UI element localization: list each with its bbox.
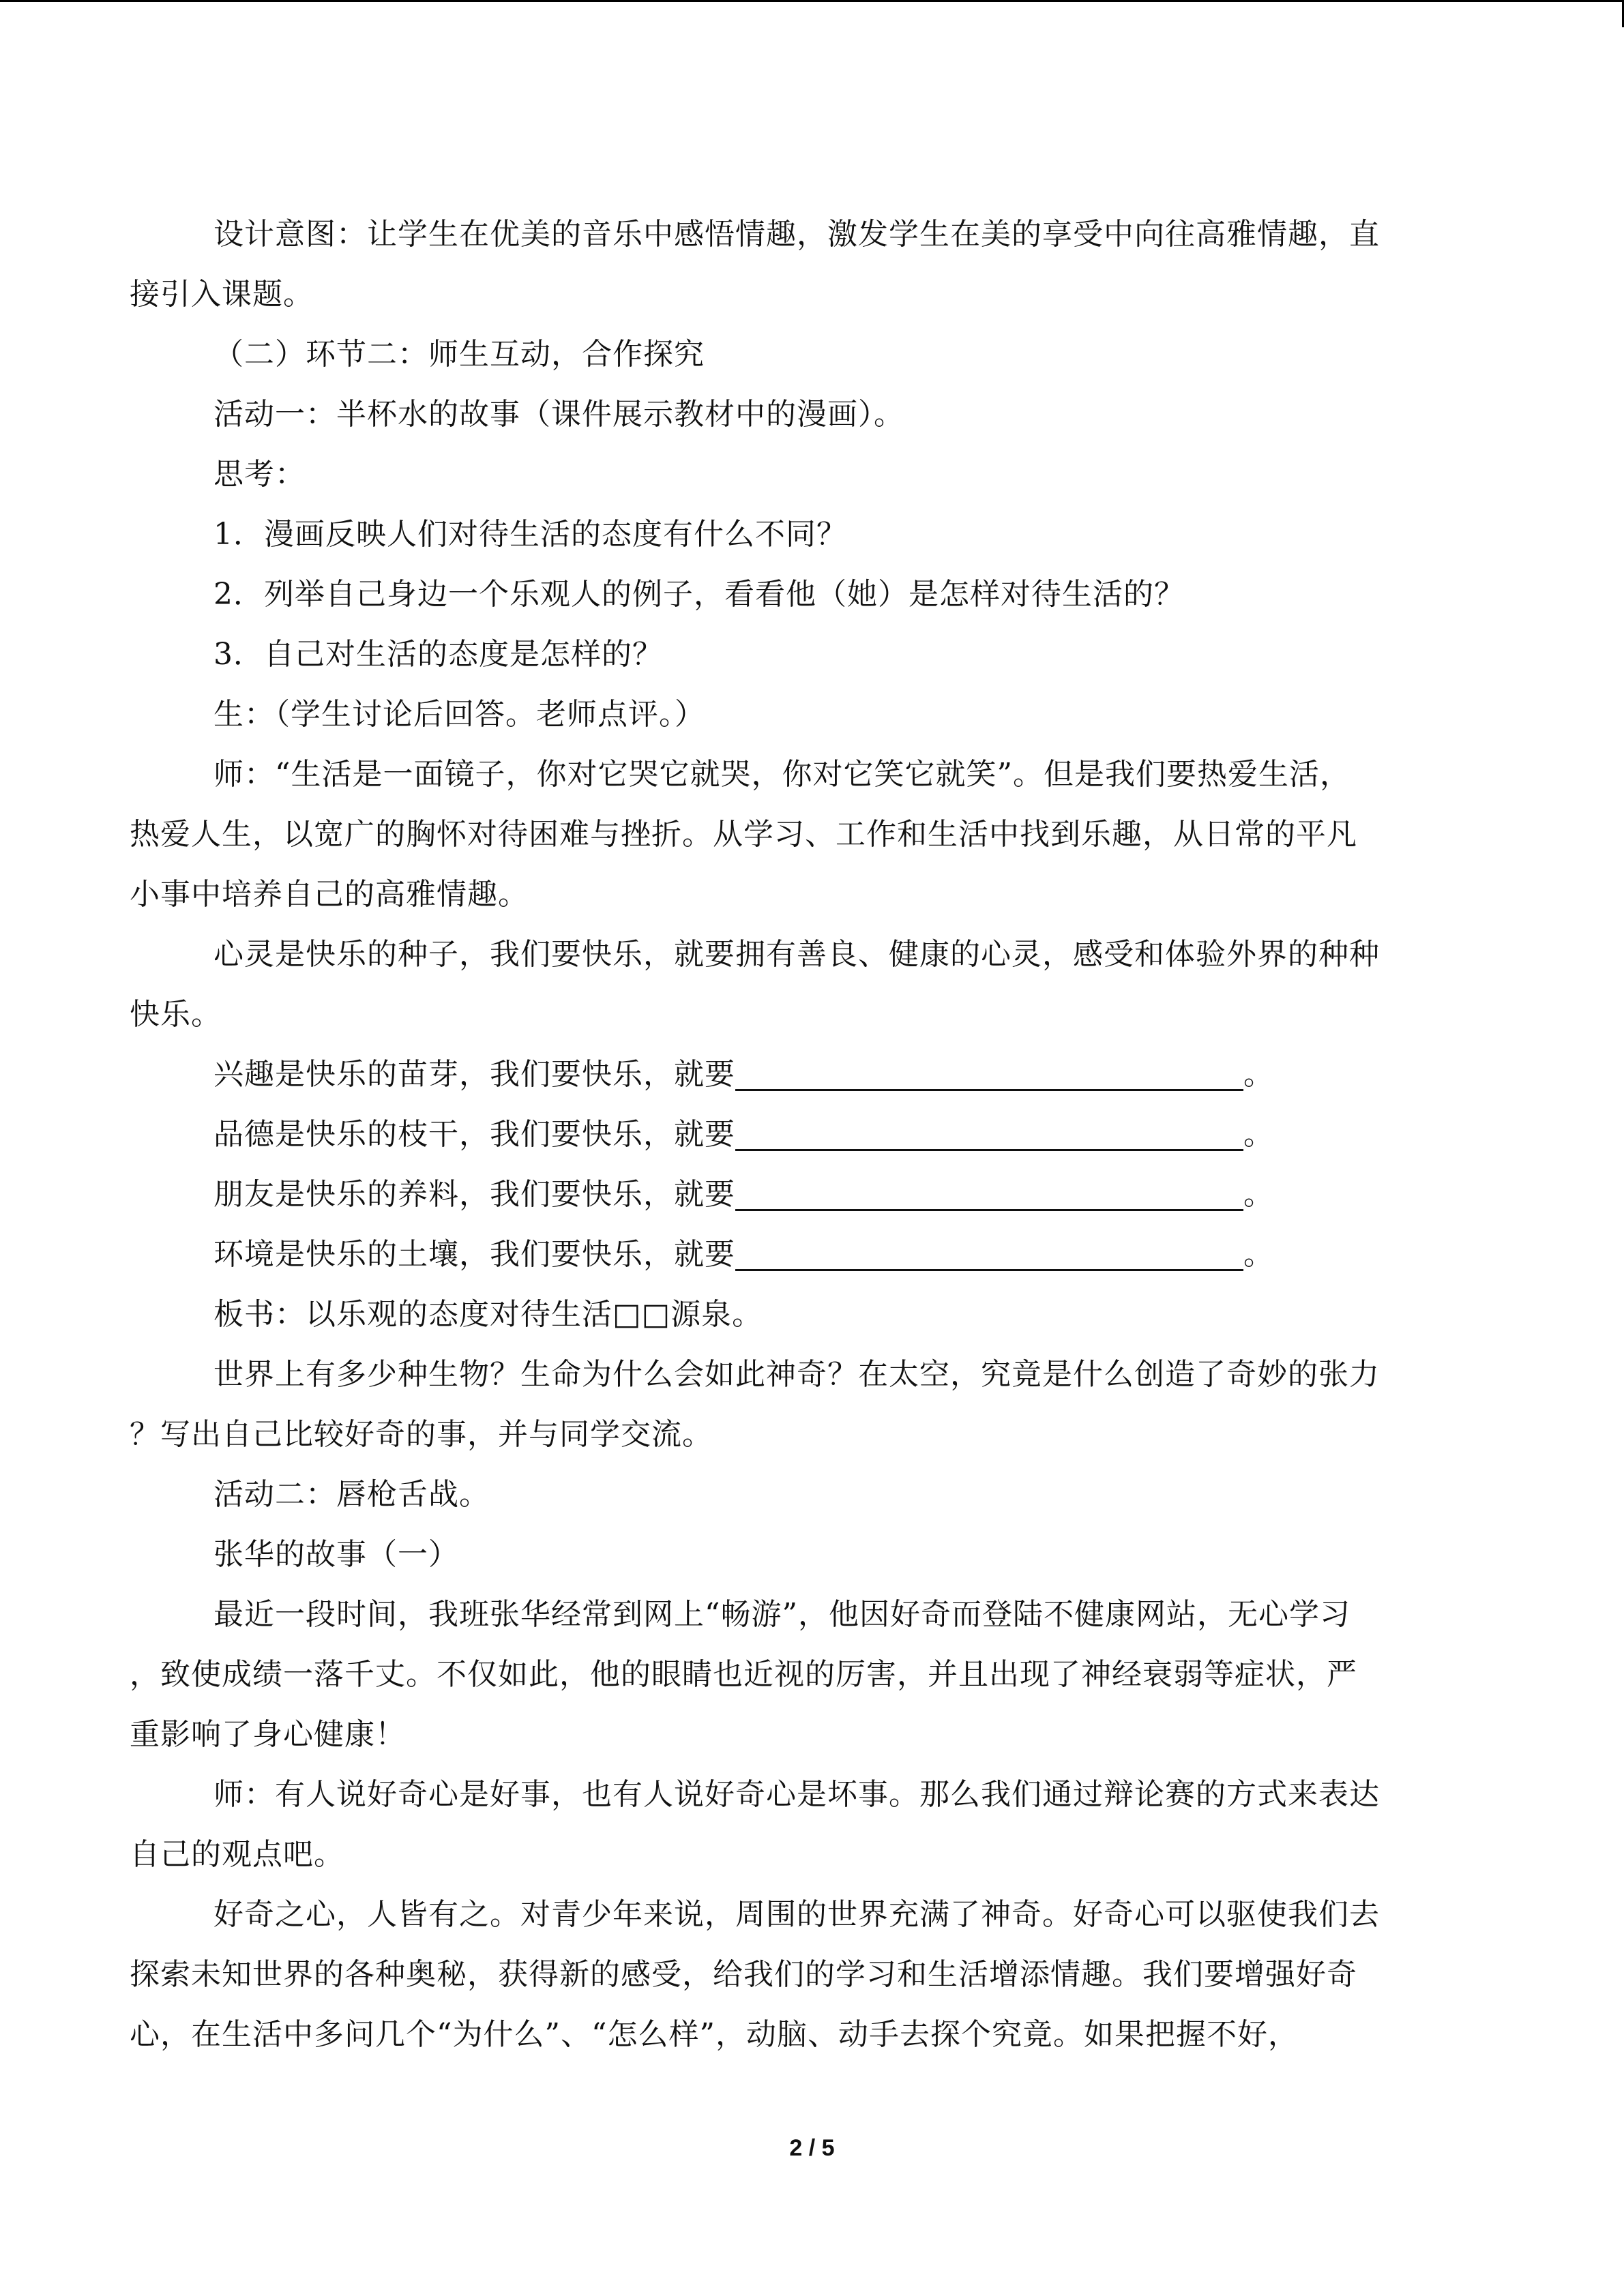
paragraph-line: 小事中培养自己的高雅情趣。 (130, 877, 529, 912)
fill-blank-line (213, 1225, 1544, 1285)
paragraph-line: ？写出自己比较好奇的事，并与同学交流。 (130, 1417, 713, 1452)
list-item: 2．列举自己身边一个乐观人的例子，看看他（她）是怎样对待生活的？ (213, 577, 1185, 612)
fill-blank-prompt: 品德是快乐的枝干，我们要快乐，就要 (213, 1117, 735, 1152)
paragraph-line: 热爱人生，以宽广的胸怀对待困难与挫折。从学习、工作和生活中找到乐趣，从日常的平凡 (130, 817, 1357, 852)
fill-blank-prompt: 兴趣是快乐的苗芽，我们要快乐，就要 (213, 1057, 735, 1092)
fill-blank-line (213, 1105, 1544, 1165)
paragraph-line: 快乐。 (130, 997, 222, 1032)
fill-blank-line (213, 1045, 1544, 1105)
fill-blank-end: 。 (1243, 1177, 1274, 1212)
answer-blank (735, 1052, 1243, 1091)
fill-blank-end: 。 (1243, 1237, 1274, 1272)
page-number: 2 / 5 (789, 2135, 835, 2161)
paragraph-line: ，致使成绩一落千丈。不仅如此，他的眼睛也近视的厉害，并且出现了神经衰弱等症状，严 (130, 1657, 1357, 1692)
paragraph-line: 心灵是快乐的种子，我们要快乐，就要拥有善良、健康的心灵，感受和体验外界的种种 (213, 937, 1380, 972)
paragraph-line: 师：“生活是一面镜子，你对它哭它就哭，你对它笑它就笑”。但是我们要热爱生活， (213, 757, 1350, 792)
fill-blank-prompt: 朋友是快乐的养料，我们要快乐，就要 (213, 1177, 735, 1212)
fill-blank-end: 。 (1243, 1117, 1274, 1152)
paragraph-line: 自己的观点吧。 (130, 1837, 344, 1872)
fill-blank-prompt: 环境是快乐的土壤，我们要快乐，就要 (213, 1237, 735, 1272)
section-heading: （二）环节二：师生互动，合作探究 (213, 337, 705, 372)
answer-blank (735, 1232, 1243, 1271)
paragraph-line: 心，在生活中多问几个“为什么”、“怎么样”，动脑、动手去探个究竟。如果把握不好， (130, 2017, 1299, 2052)
answer-blank (735, 1172, 1243, 1211)
list-item: 3．自己对生活的态度是怎样的？ (213, 637, 663, 672)
paragraph-line: 设计意图：让学生在优美的音乐中感悟情趣，激发学生在美的享受中向往高雅情趣，直 (213, 217, 1380, 252)
board-note: 板书：以乐观的态度对待生活□□源泉。 (213, 1297, 763, 1332)
paragraph-line: 师：有人说好奇心是好事，也有人说好奇心是坏事。那么我们通过辩论赛的方式来表达 (213, 1777, 1380, 1812)
paragraph-line: 活动一：半杯水的故事（课件展示教材中的漫画）。 (213, 397, 904, 432)
paragraph-line: 活动二：唇枪舌战。 (213, 1477, 490, 1512)
fill-blank-line (213, 1165, 1544, 1225)
paragraph-line: 好奇之心，人皆有之。对青少年来说，周围的世界充满了神奇。好奇心可以驱使我们去 (213, 1897, 1380, 1932)
paragraph-line: 生：（学生讨论后回答。老师点评。） (213, 697, 705, 732)
paragraph-line: 张华的故事（一） (213, 1537, 459, 1572)
paragraph-line: 思考： (213, 457, 306, 492)
paragraph-line: 世界上有多少种生物？生命为什么会如此神奇？在太空，究竟是什么创造了奇妙的张力 (213, 1357, 1380, 1392)
fill-blank-end: 。 (1243, 1057, 1274, 1092)
paragraph-line: 探索未知世界的各种奥秘，获得新的感受，给我们的学习和生活增添情趣。我们要增强好奇 (130, 1957, 1357, 1992)
paragraph-line: 最近一段时间，我班张华经常到网上“畅游”，他因好奇而登陆不健康网站，无心学习 (213, 1597, 1350, 1632)
answer-blank (735, 1112, 1243, 1151)
list-item: 1．漫画反映人们对待生活的态度有什么不同？ (213, 517, 847, 552)
paragraph-line: 重影响了身心健康！ (130, 1717, 406, 1752)
paragraph-line: 接引入课题。 (130, 277, 314, 312)
